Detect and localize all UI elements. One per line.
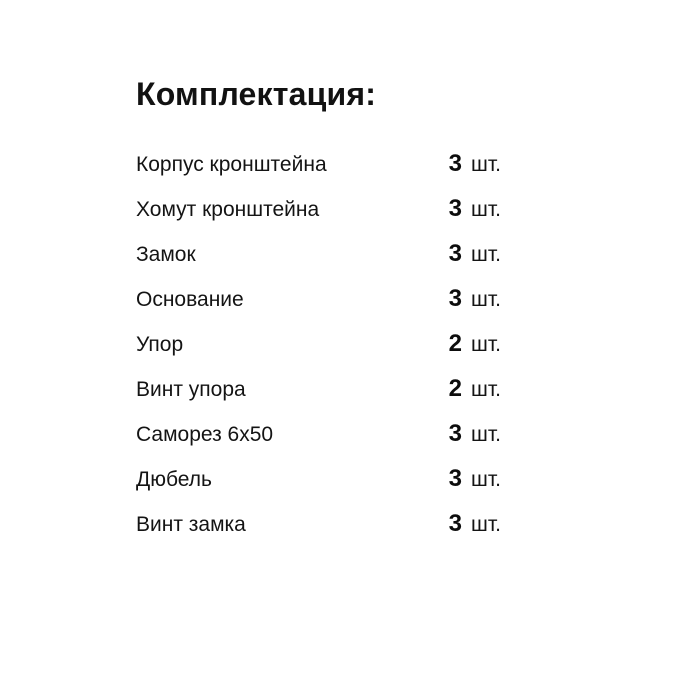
item-unit: шт. — [471, 423, 501, 446]
list-item — [136, 375, 536, 420]
list-item — [136, 150, 536, 195]
parts-list — [136, 150, 536, 555]
item-quantity: 3 — [448, 510, 462, 537]
item-name: Упор — [136, 333, 184, 356]
item-unit: шт. — [471, 243, 501, 266]
item-quantity: 3 — [448, 420, 462, 447]
item-quantity: 3 — [448, 465, 462, 492]
item-unit: шт. — [471, 198, 501, 221]
item-name: Винт замка — [136, 513, 246, 536]
item-unit: шт. — [471, 288, 501, 311]
list-item — [136, 330, 536, 375]
item-quantity: 3 — [448, 195, 462, 222]
item-quantity: 2 — [448, 330, 462, 357]
list-item — [136, 465, 536, 510]
item-name: Дюбель — [136, 468, 212, 491]
list-item — [136, 240, 536, 285]
item-name: Саморез 6х50 — [136, 423, 274, 446]
item-name: Замок — [136, 243, 196, 266]
item-unit: шт. — [471, 468, 501, 491]
list-item — [136, 195, 536, 240]
item-name: Корпус кронштейна — [136, 153, 327, 176]
item-quantity: 3 — [448, 150, 462, 177]
item-unit: шт. — [471, 333, 501, 356]
item-quantity: 3 — [448, 240, 462, 267]
item-unit: шт. — [471, 153, 501, 176]
list-item — [136, 510, 536, 555]
item-unit: шт. — [471, 513, 501, 536]
item-name: Хомут кронштейна — [136, 198, 320, 221]
item-quantity: 2 — [448, 375, 462, 402]
list-item — [136, 285, 536, 330]
item-name: Основание — [136, 288, 244, 311]
item-quantity: 3 — [448, 285, 462, 312]
item-name: Винт упора — [136, 378, 246, 401]
item-unit: шт. — [471, 378, 501, 401]
page-title: Комплектация: — [136, 76, 377, 112]
list-item — [136, 420, 536, 465]
